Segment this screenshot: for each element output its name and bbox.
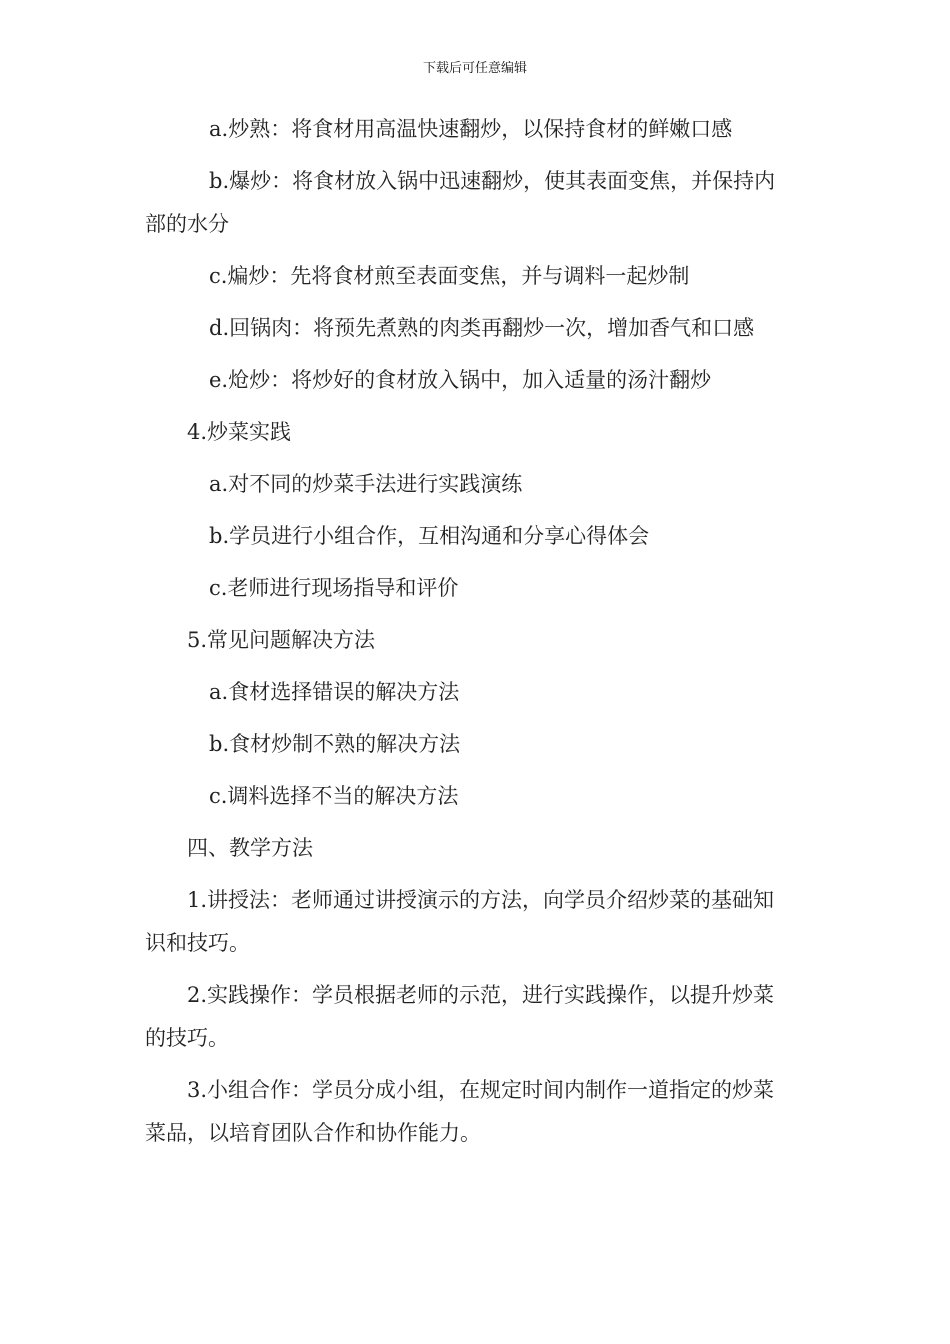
list-item: a.炒熟：将食材用高温快速翻炒，以保持食材的鲜嫩口感 <box>209 117 733 141</box>
list-item: b.学员进行小组合作，互相沟通和分享心得体会 <box>209 524 650 548</box>
list-item: e.炝炒：将炒好的食材放入锅中，加入适量的汤汁翻炒 <box>209 368 712 392</box>
section-heading: 四、教学方法 <box>187 836 313 860</box>
list-item: b.爆炒：将食材放入锅中迅速翻炒，使其表面变焦，并保持内部的水分 <box>145 169 776 236</box>
list-item: c.调料选择不当的解决方法 <box>209 784 459 808</box>
paragraph: 3.小组合作：学员分成小组，在规定时间内制作一道指定的炒菜菜品，以培育团队合作和协作能力。 <box>145 1078 775 1145</box>
list-item: b.食材炒制不熟的解决方法 <box>209 732 461 756</box>
list-item: c.煸炒：先将食材煎至表面变焦，并与调料一起炒制 <box>209 264 690 288</box>
document-body <box>145 108 795 1155</box>
paragraph: 2.实践操作：学员根据老师的示范，进行实践操作，以提升炒菜的技巧。 <box>145 983 775 1050</box>
paragraph: 1.讲授法：老师通过讲授演示的方法，向学员介绍炒菜的基础知识和技巧。 <box>145 888 775 955</box>
list-item: c.老师进行现场指导和评价 <box>209 576 459 600</box>
list-item: a.对不同的炒菜手法进行实践演练 <box>209 472 523 496</box>
list-item: d.回锅肉：将预先煮熟的肉类再翻炒一次，增加香气和口感 <box>209 316 755 340</box>
page-header: 下载后可任意编辑 <box>422 61 527 76</box>
list-item: a.食材选择错误的解决方法 <box>209 680 460 704</box>
section-heading: 4.炒菜实践 <box>187 420 292 444</box>
section-heading: 5.常见问题解决方法 <box>187 628 376 652</box>
